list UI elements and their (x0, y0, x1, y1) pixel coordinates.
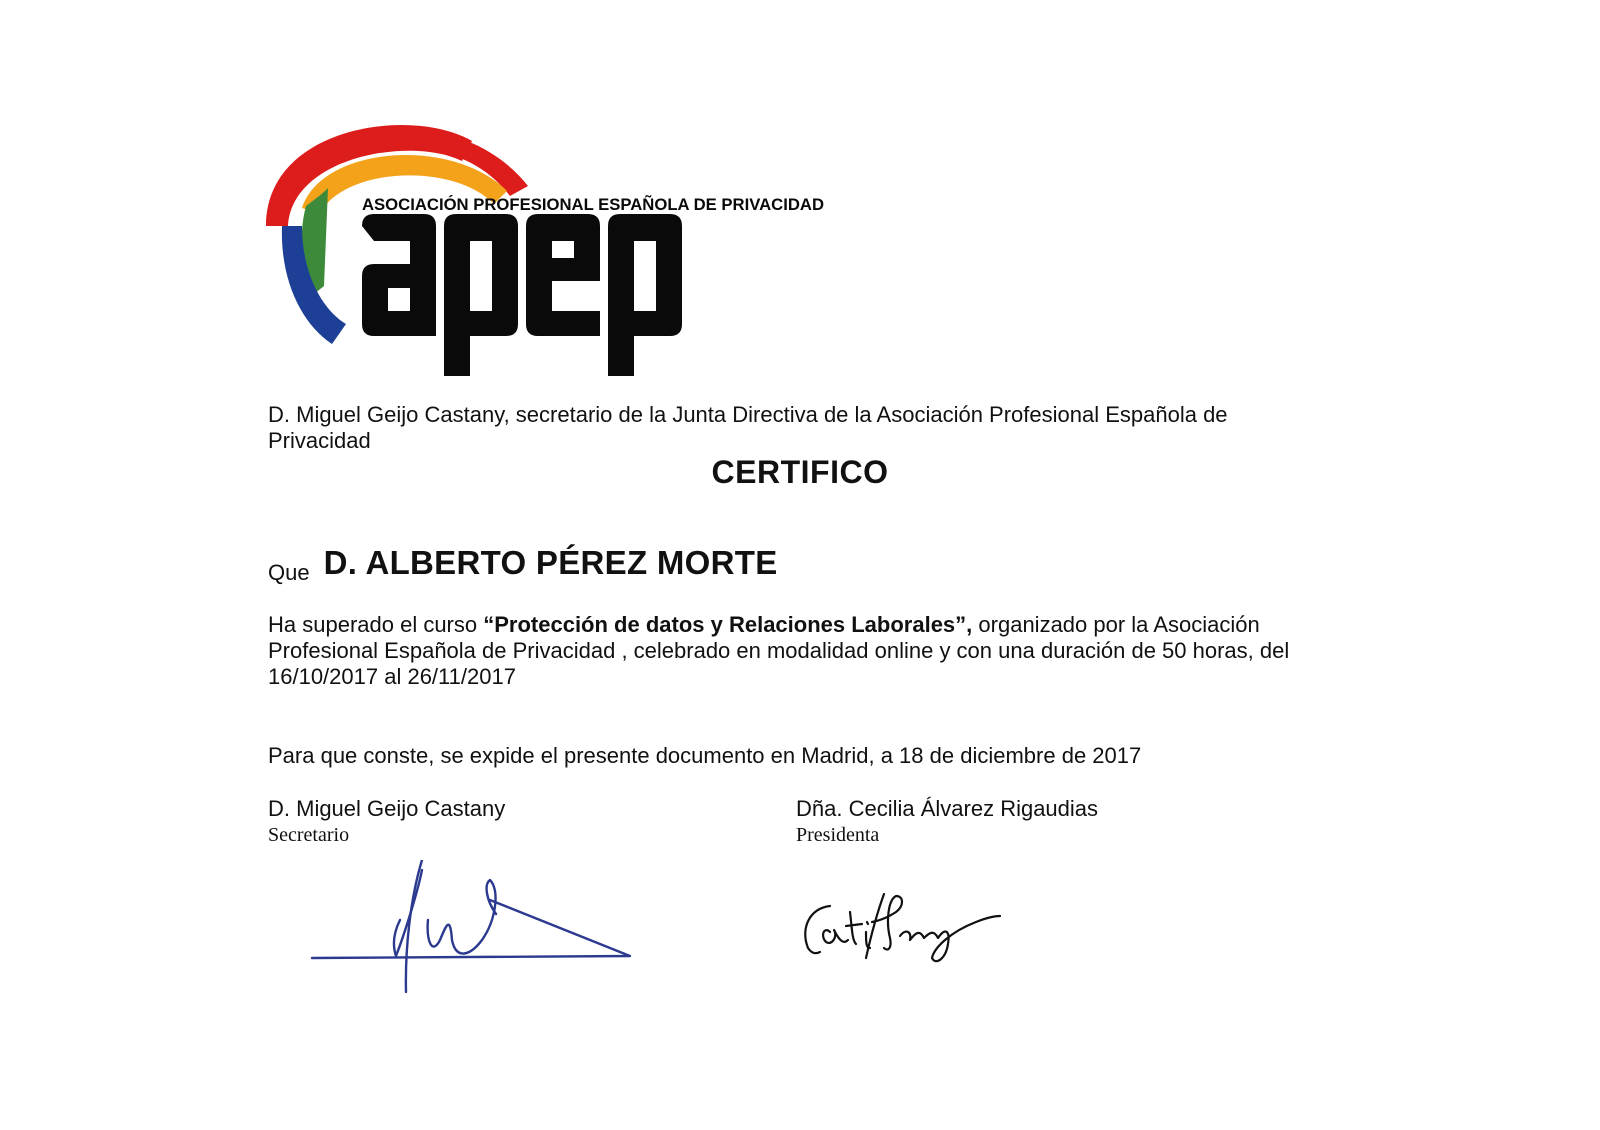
course-paragraph (268, 612, 1328, 690)
course-title: “Protección de datos y Relaciones Laborales”, (483, 612, 973, 637)
logo-association-text: ASOCIACIÓN PROFESIONAL ESPAÑOLA DE PRIVACIDAD (362, 195, 833, 214)
signatory-right (796, 796, 1098, 848)
signature-left (300, 860, 640, 1025)
signatory-right-role: Presidenta (796, 824, 880, 846)
signatory-left-role: Secretario (268, 824, 350, 846)
recipient-prefix: Que (268, 560, 310, 585)
signature-right-graphic (800, 892, 1020, 982)
signature-right (800, 892, 1020, 987)
recipient-name: D. ALBERTO PÉREZ MORTE (323, 544, 778, 581)
course-text-after: organizado por la Asociación Profesional Española de Privacidad , celebrado en modalidad online y con una duración de 50 horas, del 16/10/2017 al 26/11/2017 (268, 612, 1290, 689)
signatory-left-name: D. Miguel Geijo Castany (268, 796, 506, 821)
certificate-heading: CERTIFICO (711, 454, 889, 490)
issue-statement: Para que conste, se expide el presente documento en Madrid, a 18 de diciembre de 2017 (268, 743, 1142, 768)
signatory-left (268, 796, 505, 848)
signature-left-graphic (300, 860, 640, 1020)
apep-logo (262, 96, 862, 386)
intro-text: D. Miguel Geijo Castany, secretario de la Junta Directiva de la Asociación Profesional Española de Privacidad (268, 402, 1228, 453)
recipient-line (268, 544, 778, 586)
signatory-right-name: Dña. Cecilia Álvarez Rigaudias (796, 796, 1099, 821)
course-text-before: Ha superado el curso (268, 612, 484, 637)
apep-logo-graphic (262, 96, 862, 386)
